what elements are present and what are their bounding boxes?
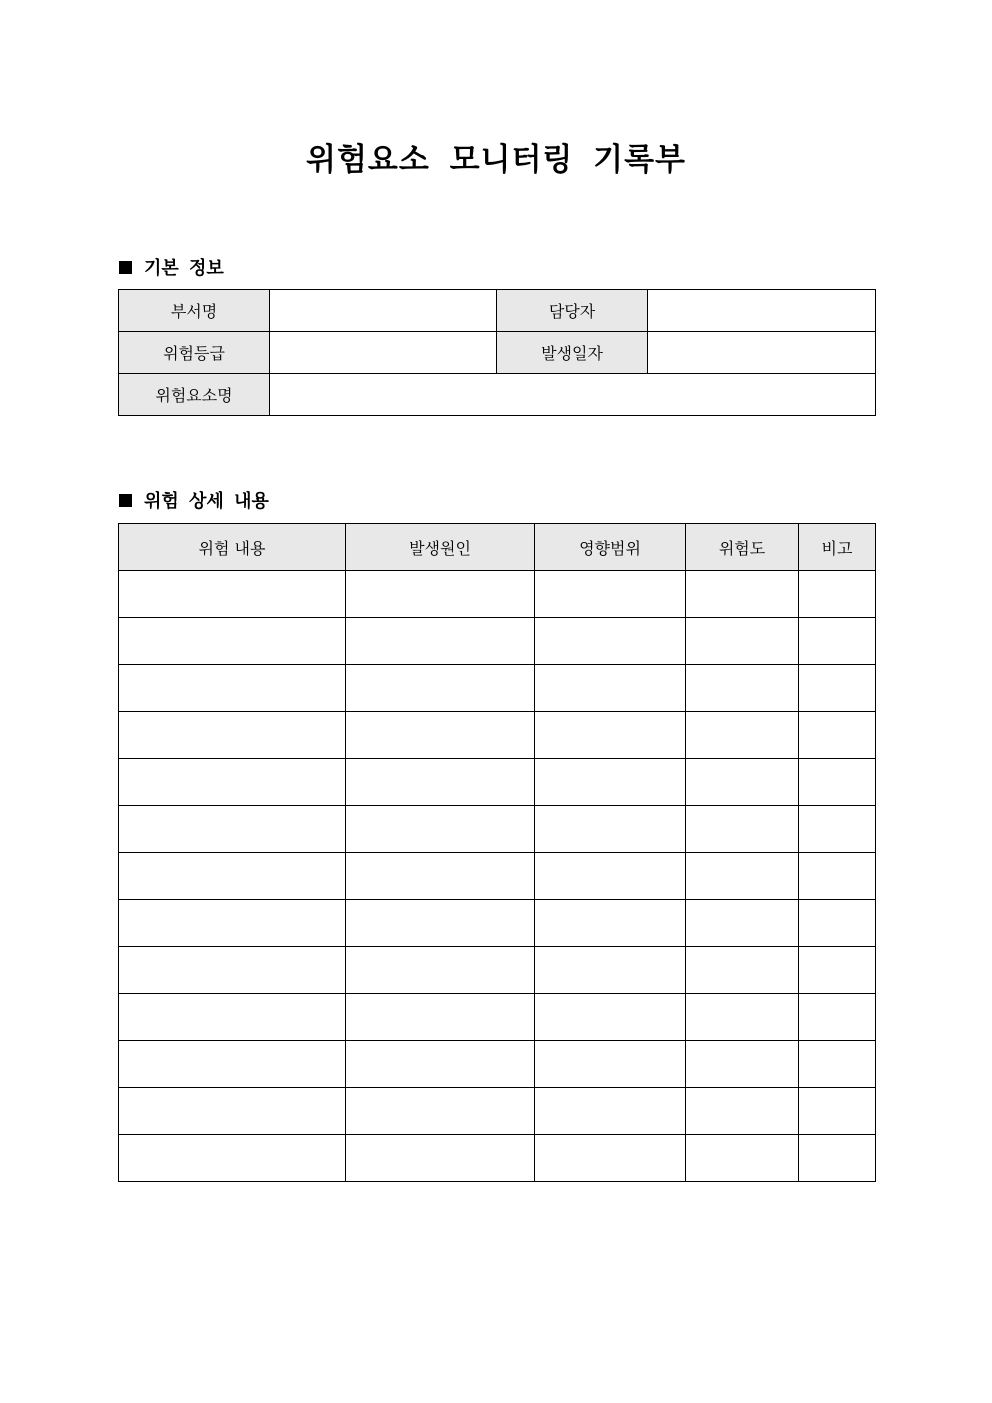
risk-level-cell[interactable] xyxy=(686,1135,799,1182)
table-row xyxy=(119,853,876,900)
risk-content-cell[interactable] xyxy=(119,806,346,853)
risk-level-cell[interactable] xyxy=(686,853,799,900)
basic-info-row xyxy=(119,332,876,374)
risk-content-cell[interactable] xyxy=(119,618,346,665)
basic-info-row xyxy=(119,290,876,332)
remarks-cell[interactable] xyxy=(799,853,876,900)
risk-details-body xyxy=(119,571,876,1182)
risk-details-table xyxy=(118,523,876,1182)
cause-cell[interactable] xyxy=(346,1041,535,1088)
table-row xyxy=(119,665,876,712)
risk-content-cell[interactable] xyxy=(119,759,346,806)
square-bullet-icon xyxy=(119,494,132,507)
risk-details-heading xyxy=(119,487,269,513)
risk-level-cell[interactable] xyxy=(686,900,799,947)
table-row xyxy=(119,571,876,618)
risk-factor-name-label: 위험요소명 xyxy=(119,374,270,416)
risk-details-header-row xyxy=(119,524,876,571)
risk-level-cell[interactable] xyxy=(686,806,799,853)
risk-level-cell[interactable] xyxy=(686,571,799,618)
risk-level-cell[interactable] xyxy=(686,994,799,1041)
cause-cell[interactable] xyxy=(346,900,535,947)
table-row xyxy=(119,947,876,994)
remarks-cell[interactable] xyxy=(799,712,876,759)
impact-scope-cell[interactable] xyxy=(535,571,686,618)
remarks-cell[interactable] xyxy=(799,1135,876,1182)
risk-content-cell[interactable] xyxy=(119,665,346,712)
risk-level-cell[interactable] xyxy=(686,1041,799,1088)
cause-cell[interactable] xyxy=(346,947,535,994)
risk-factor-name-field[interactable] xyxy=(270,374,876,416)
impact-scope-cell[interactable] xyxy=(535,806,686,853)
remarks-cell[interactable] xyxy=(799,1041,876,1088)
column-header-remarks: 비고 xyxy=(799,524,876,571)
risk-content-cell[interactable] xyxy=(119,947,346,994)
manager-label: 담당자 xyxy=(497,290,648,332)
remarks-cell[interactable] xyxy=(799,806,876,853)
remarks-cell[interactable] xyxy=(799,759,876,806)
cause-cell[interactable] xyxy=(346,1135,535,1182)
impact-scope-cell[interactable] xyxy=(535,900,686,947)
cause-cell[interactable] xyxy=(346,1088,535,1135)
impact-scope-cell[interactable] xyxy=(535,994,686,1041)
table-row xyxy=(119,618,876,665)
basic-info-table xyxy=(118,289,876,416)
impact-scope-cell[interactable] xyxy=(535,853,686,900)
impact-scope-cell[interactable] xyxy=(535,618,686,665)
cause-cell[interactable] xyxy=(346,618,535,665)
risk-level-cell[interactable] xyxy=(686,759,799,806)
risk-details-heading-text: 위험 상세 내용 xyxy=(144,491,269,512)
remarks-cell[interactable] xyxy=(799,947,876,994)
risk-grade-label: 위험등급 xyxy=(119,332,270,374)
basic-info-row xyxy=(119,374,876,416)
remarks-cell[interactable] xyxy=(799,571,876,618)
column-header-risk-level: 위험도 xyxy=(686,524,799,571)
risk-content-cell[interactable] xyxy=(119,900,346,947)
table-row xyxy=(119,1088,876,1135)
risk-content-cell[interactable] xyxy=(119,1135,346,1182)
risk-content-cell[interactable] xyxy=(119,1088,346,1135)
impact-scope-cell[interactable] xyxy=(535,1135,686,1182)
risk-level-cell[interactable] xyxy=(686,618,799,665)
occurrence-date-field[interactable] xyxy=(648,332,876,374)
risk-level-cell[interactable] xyxy=(686,947,799,994)
risk-level-cell[interactable] xyxy=(686,1088,799,1135)
cause-cell[interactable] xyxy=(346,759,535,806)
risk-content-cell[interactable] xyxy=(119,853,346,900)
impact-scope-cell[interactable] xyxy=(535,712,686,759)
risk-content-cell[interactable] xyxy=(119,571,346,618)
impact-scope-cell[interactable] xyxy=(535,1041,686,1088)
manager-field[interactable] xyxy=(648,290,876,332)
risk-content-cell[interactable] xyxy=(119,994,346,1041)
cause-cell[interactable] xyxy=(346,806,535,853)
remarks-cell[interactable] xyxy=(799,1088,876,1135)
impact-scope-cell[interactable] xyxy=(535,947,686,994)
cause-cell[interactable] xyxy=(346,712,535,759)
table-row xyxy=(119,806,876,853)
table-row xyxy=(119,1041,876,1088)
table-row xyxy=(119,759,876,806)
remarks-cell[interactable] xyxy=(799,900,876,947)
table-row xyxy=(119,994,876,1041)
department-field[interactable] xyxy=(270,290,497,332)
risk-grade-field[interactable] xyxy=(270,332,497,374)
page-title: 위험요소 모니터링 기록부 xyxy=(306,142,686,178)
basic-info-heading xyxy=(119,254,224,280)
square-bullet-icon xyxy=(119,261,132,274)
remarks-cell[interactable] xyxy=(799,618,876,665)
table-row xyxy=(119,1135,876,1182)
impact-scope-cell[interactable] xyxy=(535,665,686,712)
department-label: 부서명 xyxy=(119,290,270,332)
basic-info-heading-text: 기본 정보 xyxy=(144,258,224,279)
cause-cell[interactable] xyxy=(346,665,535,712)
impact-scope-cell[interactable] xyxy=(535,759,686,806)
cause-cell[interactable] xyxy=(346,853,535,900)
table-row xyxy=(119,900,876,947)
risk-content-cell[interactable] xyxy=(119,1041,346,1088)
remarks-cell[interactable] xyxy=(799,665,876,712)
column-header-impact-scope: 영향범위 xyxy=(535,524,686,571)
impact-scope-cell[interactable] xyxy=(535,1088,686,1135)
column-header-cause: 발생원인 xyxy=(346,524,535,571)
cause-cell[interactable] xyxy=(346,571,535,618)
risk-level-cell[interactable] xyxy=(686,712,799,759)
table-row xyxy=(119,712,876,759)
column-header-risk-content: 위험 내용 xyxy=(119,524,346,571)
risk-level-cell[interactable] xyxy=(686,665,799,712)
occurrence-date-label: 발생일자 xyxy=(497,332,648,374)
remarks-cell[interactable] xyxy=(799,994,876,1041)
cause-cell[interactable] xyxy=(346,994,535,1041)
risk-content-cell[interactable] xyxy=(119,712,346,759)
